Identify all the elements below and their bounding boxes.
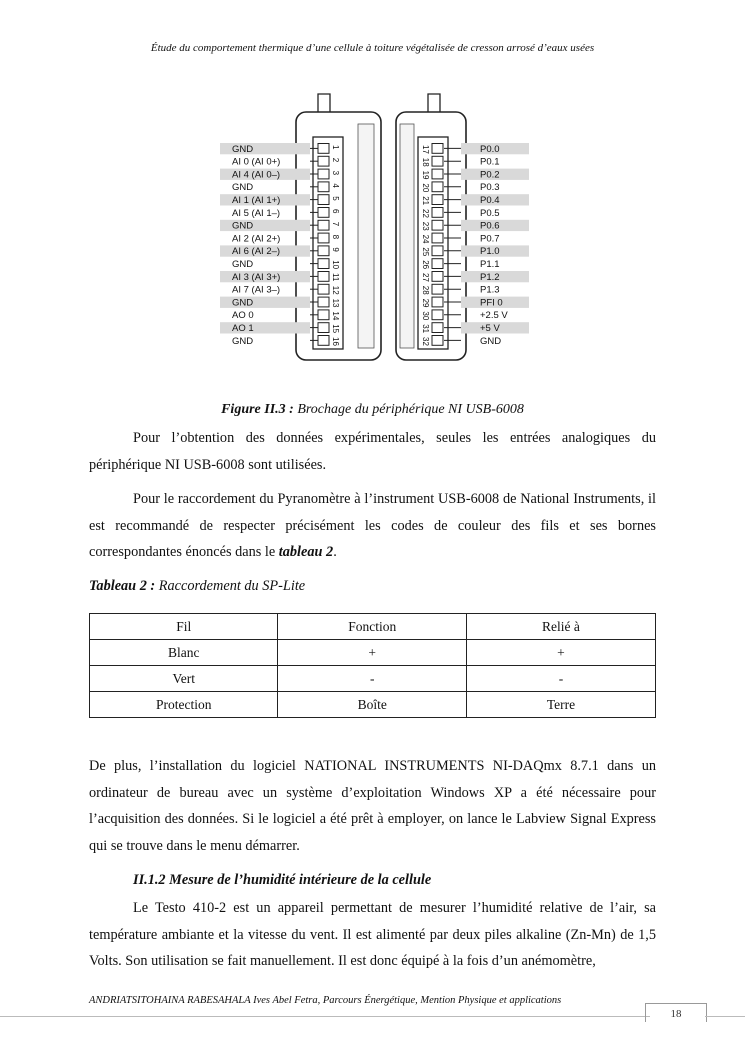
pin-label-left: AO 0 [232, 310, 254, 322]
pin-label-right: P0.6 [480, 220, 500, 232]
paragraph-4: Le Testo 410-2 est un appareil permettant de mesurer l’humidité relative de l’air, sa température ambiante et la vitesse du vent. Il est alimenté par deux piles alkaline (Zn-Mn) de 1,5 Volts. Son utilisation se fait manuellement. Il est donc équipé à la fois d’un anémomètre, [89, 900, 656, 969]
pin-label-left: AI 7 (AI 3–) [232, 284, 281, 296]
pin-number-left: 2 [331, 157, 340, 163]
page-header: Étude du comportement thermique d’une cellule à toiture végétalisée de cresson arrosé d’eaux usées [150, 42, 595, 54]
pin-number-right: 20 [421, 183, 430, 193]
table-header-cell: Fonction [278, 614, 466, 640]
pin-number-left: 1 [331, 145, 340, 150]
table-title-text: Raccordement du SP-Lite [155, 578, 306, 594]
pin-number-right: 23 [421, 221, 430, 231]
table-header-cell: Fil [90, 614, 278, 640]
pin-number-right: 28 [421, 285, 430, 295]
screw-terminal-right [432, 272, 443, 282]
pin-label-right: P1.2 [480, 271, 500, 283]
table-cell: Vert [90, 666, 278, 692]
screw-terminal-left [318, 259, 329, 269]
connector-side-right [400, 124, 414, 348]
pin-label-right: P1.1 [480, 259, 500, 270]
paragraph-3: De plus, l’installation du logiciel NATIONAL INSTRUMENTS NI-DAQmx 8.7.1 dans un ordinateur de bureau avec un système d’exploitation Windows XP a été nécessaire pour l’acquisition des données. Si le logiciel a été prêt à employer, on lance le Labview Signal Express qui se trouve dans le menu démarrer. [89, 758, 656, 854]
pin-label-right: P0.3 [480, 182, 500, 194]
table-title-label: Tableau 2 : [89, 578, 156, 594]
table-cell: - [466, 666, 655, 692]
pin-number-right: 21 [421, 196, 430, 206]
footer-divider-right [705, 1016, 745, 1017]
table-header-row [90, 614, 656, 640]
pin-label-right: P0.4 [480, 195, 500, 206]
table-row [90, 640, 656, 666]
screw-terminal-left [318, 310, 329, 320]
pin-number-left: 6 [331, 209, 340, 214]
pin-number-left: 5 [331, 196, 340, 201]
pin-label-left: GND [232, 182, 254, 194]
screw-terminal-right [432, 182, 443, 192]
pin-number-left: 14 [331, 311, 340, 321]
pin-label-left: AI 5 (AI 1–) [232, 207, 281, 219]
pin-number-left: 15 [331, 324, 340, 334]
pin-label-right: GND [480, 335, 502, 347]
screw-terminal-left [318, 195, 329, 205]
screw-terminal-right [432, 259, 443, 269]
pin-label-left: GND [232, 143, 254, 155]
screw-terminal-left [318, 323, 329, 333]
pin-number-left: 3 [331, 170, 340, 176]
screw-terminal-left [318, 220, 329, 230]
screw-terminal-right [432, 246, 443, 256]
paragraph-1: Pour l’obtention des données expérimentales, seules les entrées analogiques du périphérique NI USB-6008 sont utilisées. [89, 430, 656, 473]
pin-label-left: GND [232, 220, 254, 232]
pin-number-right: 29 [421, 298, 430, 308]
screw-terminal-left [318, 297, 329, 307]
screw-terminal-right [432, 169, 443, 179]
pin-label-right: P0.1 [480, 156, 500, 168]
pin-label-right: P1.0 [480, 246, 500, 258]
pin-label-left: AO 1 [232, 323, 254, 334]
table-header-cell: Relié à [466, 614, 655, 640]
pin-number-right: 24 [421, 234, 430, 244]
pin-number-right: 26 [421, 260, 430, 270]
table-cell: Terre [466, 692, 655, 718]
figure-caption-label: Figure II.3 : [221, 402, 294, 417]
screw-terminal-right [432, 220, 443, 230]
screw-terminal-left [318, 156, 329, 166]
screw-terminal-right [432, 233, 443, 243]
pin-number-right: 32 [421, 337, 430, 346]
table-cell: Boîte [278, 692, 466, 718]
pin-label-right: P0.5 [480, 207, 500, 219]
screw-terminal-left [318, 169, 329, 179]
screw-terminal-left [318, 272, 329, 282]
pin-label-right: P0.2 [480, 169, 500, 181]
pin-label-left: AI 3 (AI 3+) [232, 271, 281, 283]
connection-table [89, 613, 656, 718]
pin-number-left: 7 [331, 221, 340, 227]
screw-terminal-left [318, 182, 329, 192]
pin-number-right: 17 [421, 145, 430, 154]
table-reference: tableau 2 [278, 544, 334, 560]
pin-label-left: AI 6 (AI 2–) [232, 246, 281, 258]
pin-label-right: +5 V [480, 323, 500, 334]
screw-terminal-right [432, 284, 443, 294]
connector-side-left [358, 124, 374, 348]
screw-terminal-right [432, 310, 443, 320]
table-row [90, 666, 656, 692]
pin-label-right: +2.5 V [480, 310, 508, 322]
table-cell: + [278, 640, 466, 666]
page-footer: ANDRIATSITOHAINA RABESAHALA Ives Abel Fetra, Parcours Énergétique, Mention Physique et applications [89, 995, 562, 1006]
pin-label-right: P1.3 [480, 284, 500, 296]
pin-label-left: GND [232, 335, 254, 347]
screw-terminal-left [318, 246, 329, 256]
pin-number-left: 10 [331, 260, 340, 270]
screw-terminal-left [318, 284, 329, 294]
pin-label-right: P0.7 [480, 233, 500, 245]
table-cell: Protection [90, 692, 278, 718]
pin-label-right: P0.0 [480, 143, 500, 155]
pin-label-left: AI 4 (AI 0–) [232, 169, 281, 181]
screw-terminal-left [318, 233, 329, 243]
figure-caption-text: Brochage du périphérique NI USB-6008 [293, 402, 524, 417]
table-row [90, 692, 656, 718]
pin-number-left: 12 [331, 285, 340, 295]
pin-number-left: 8 [331, 234, 340, 240]
pin-number-right: 22 [421, 209, 430, 218]
page-number: 18 [645, 1003, 707, 1022]
pin-label-left: AI 2 (AI 2+) [232, 233, 281, 245]
paragraph-2 [89, 486, 656, 566]
pinout-figure [218, 82, 533, 382]
paragraph-2-end: . [333, 544, 337, 560]
screw-terminal-left [318, 336, 329, 346]
table-cell: Blanc [90, 640, 278, 666]
section-subheading: II.1.2 Mesure de l’humidité intérieure de la cellule [133, 872, 432, 888]
paragraph-2-text: Pour le raccordement du Pyranomètre à l’instrument USB-6008 de National Instruments, il est recommandé de respecter précisément les codes de couleur des fils et ses bornes correspondantes énoncés dans le [89, 491, 656, 560]
footer-divider [0, 1016, 650, 1017]
pin-number-left: 13 [331, 298, 340, 308]
screw-terminal-right [432, 195, 443, 205]
screw-terminal-right [432, 144, 443, 154]
figure-caption [0, 402, 745, 418]
pin-number-left: 11 [331, 273, 340, 282]
pin-label-right: PFI 0 [480, 297, 503, 309]
screw-terminal-left [318, 144, 329, 154]
pin-label-left: GND [232, 297, 254, 309]
screw-terminal-right [432, 156, 443, 166]
pin-number-right: 25 [421, 247, 430, 257]
screw-terminal-right [432, 297, 443, 307]
pin-label-left: AI 0 (AI 0+) [232, 156, 281, 168]
pin-number-right: 27 [421, 273, 430, 282]
pin-number-right: 31 [421, 324, 430, 334]
pin-number-left: 9 [331, 247, 340, 252]
pin-number-right: 18 [421, 157, 430, 167]
screw-terminal-right [432, 336, 443, 346]
screw-terminal-right [432, 208, 443, 218]
screw-terminal-right [432, 323, 443, 333]
table-title [89, 578, 305, 595]
pin-number-right: 19 [421, 170, 430, 180]
screw-terminal-left [318, 208, 329, 218]
pinout-diagram [218, 82, 533, 382]
pin-number-right: 30 [421, 311, 430, 321]
pin-label-left: GND [232, 259, 254, 270]
pin-number-left: 16 [331, 337, 340, 346]
pin-label-left: AI 1 (AI 1+) [232, 195, 281, 206]
pin-number-left: 4 [331, 183, 340, 188]
table-cell: + [466, 640, 655, 666]
table-cell: - [278, 666, 466, 692]
